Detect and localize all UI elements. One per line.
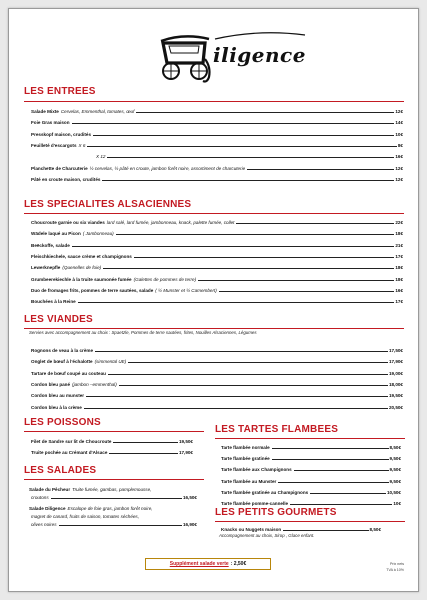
- brand-name: iligence: [213, 43, 306, 67]
- item-price: 16,90€: [182, 522, 197, 527]
- item-price: 10,50€: [386, 489, 401, 495]
- menu-item-row: [31, 120, 403, 126]
- dotted-leader: [59, 523, 182, 526]
- menu-item-row: [31, 166, 403, 172]
- dotted-leader: [86, 394, 388, 397]
- viandes-note: Servies avec accompagnement au choix : Spaetzle, Pommes de terre sautées, frites, Nouilles Alsaciennes, Légumes: [29, 330, 257, 335]
- menu-item-row: [31, 132, 403, 138]
- dotted-leader: [294, 468, 389, 471]
- item-name: Rognons de veau à la crème: [31, 348, 94, 353]
- item-description: lard salé, lard fumée, jambonneau, knack, palette fumée, collet: [106, 220, 235, 225]
- footer-tva: TVA à 10%: [386, 568, 404, 572]
- supplement-value: : 2,50€: [230, 561, 247, 567]
- item-description: ½ cervelas, ½ pâté en croute, jambon forêt noire, assortiment de charcuterie: [89, 165, 246, 171]
- dotted-leader: [102, 178, 394, 181]
- item-name: Fleischkiechele, sauce crème et champignons: [31, 253, 132, 259]
- item-name: Wädele laqué au Picon: [31, 231, 81, 237]
- section-rule: [215, 438, 405, 439]
- footer-prix: Prix nets: [390, 562, 404, 566]
- menu-item-row: [31, 288, 403, 294]
- item-price: 17,50€: [388, 348, 403, 353]
- item-price: 10€: [395, 131, 403, 137]
- menu-item-row: [31, 405, 403, 411]
- item-name: Bouchées à la Reine: [31, 299, 76, 305]
- menu-item-row: [31, 231, 403, 237]
- section-title-viandes: LES VIANDES: [24, 314, 93, 325]
- item-price: 16€: [395, 287, 403, 293]
- dotted-leader: [278, 480, 388, 483]
- item-name: Lewerknepfle: [31, 265, 61, 271]
- item-name: Salade Diligence: [29, 506, 66, 511]
- dotted-leader: [51, 496, 182, 499]
- menu-item-row-cont: [29, 522, 197, 528]
- dotted-leader: [72, 244, 395, 247]
- item-price: 8€: [397, 142, 403, 148]
- dotted-leader: [283, 528, 368, 531]
- item-name: Beëckoffe, salade: [31, 242, 70, 248]
- item-name: Tarte flambée aux Champignons: [221, 467, 292, 473]
- section-rule: [24, 101, 404, 102]
- item-price: 14€: [395, 120, 403, 126]
- section-title-entrees: LES ENTREES: [24, 86, 96, 97]
- dotted-leader: [93, 133, 394, 136]
- item-description: (jambon –emmenthal): [72, 381, 117, 387]
- item-price: 12€: [395, 109, 403, 114]
- dotted-leader: [236, 221, 394, 224]
- supplement-box: [145, 558, 271, 570]
- dotted-leader: [103, 266, 394, 269]
- item-description: Truite fumée, gambas, pamplemousse,: [72, 487, 152, 492]
- section-rule: [24, 479, 204, 480]
- menu-item-row: [31, 439, 193, 445]
- dotted-leader: [136, 110, 394, 113]
- dotted-leader: [134, 255, 394, 258]
- menu-item-row: [31, 254, 403, 260]
- item-price: 9,50€: [389, 478, 401, 484]
- item-name: Tarte flambée gratinée au Champignons: [221, 489, 309, 495]
- item-name: Cordon bleu pané: [31, 381, 71, 387]
- menu-item-row: [221, 467, 401, 473]
- dotted-leader: [78, 300, 395, 303]
- section-title-flambees: LES TARTES FLAMBEES: [215, 424, 339, 435]
- item-price: 19,50€: [388, 393, 403, 399]
- item-price: 19,50€: [178, 439, 193, 444]
- item-price: 22€: [395, 220, 403, 225]
- item-price: 12€: [395, 176, 403, 182]
- item-description: Escalope de foie gras, jambon forêt noire,: [67, 506, 153, 511]
- item-description: Cervelas, Emmenthal, tomates, œuf: [60, 109, 135, 114]
- item-name: Salade Mixte: [31, 109, 59, 114]
- item-name: Tarte flambée pomme-cannelle: [221, 501, 289, 506]
- item-description: magret de canard, fruits de saison, tomates séchées,: [31, 514, 140, 519]
- item-name: Duo de fromages frits, pommes de terre sautées, salade: [31, 287, 154, 293]
- menu-item-row: [31, 265, 403, 271]
- item-name: Onglet de bœuf à l'échalotte: [31, 359, 93, 365]
- item-description: (Quenelles de foie): [62, 265, 102, 271]
- dotted-leader: [95, 349, 388, 352]
- item-price: 18€: [395, 231, 403, 237]
- dotted-leader: [109, 451, 178, 454]
- dotted-leader: [128, 360, 388, 363]
- item-price: 18€: [395, 276, 403, 282]
- item-description: X 6: [78, 142, 86, 148]
- item-description: ( Jambonneau): [82, 231, 114, 237]
- item-name: Tarte flambée gratinée: [221, 456, 270, 462]
- item-price: 10€: [393, 501, 401, 506]
- menu-item-row: [221, 479, 401, 485]
- item-price: 17€: [395, 299, 403, 305]
- menu-item-row: [31, 243, 403, 249]
- item-price: 18€: [395, 265, 403, 271]
- gourmets-note: Accompagnement au choix, Sirop , Glace enfant.: [219, 533, 315, 538]
- item-name: Filet de Sandre sur lit de Choucroute: [31, 439, 112, 444]
- menu-item-row: [221, 490, 401, 496]
- section-title-salades: LES SALADES: [24, 465, 97, 476]
- dotted-leader: [272, 457, 389, 460]
- item-name: Cordon bleu au munster: [31, 393, 85, 399]
- item-name: Knacks ou Nuggets maison: [221, 527, 282, 532]
- menu-item-row: [31, 359, 403, 365]
- item-name: Cordon bleu à la crème: [31, 404, 82, 410]
- menu-item-row: [31, 348, 403, 354]
- item-price: 17€: [395, 253, 403, 259]
- item-name: Choucroute garnie ou six viandes: [31, 220, 105, 225]
- item-name: Tartare de bœuf coupé au couteau: [31, 370, 106, 376]
- item-description: ( ½ Munster et ½ Camembert): [155, 287, 217, 293]
- section-rule: [24, 431, 204, 432]
- menu-item-row: [31, 371, 403, 377]
- item-price: 9,50€: [389, 467, 401, 473]
- menu-item-row: [221, 445, 401, 451]
- item-price: 16,50€: [182, 495, 197, 500]
- item-price: 17,90€: [388, 359, 403, 365]
- dotted-leader: [198, 278, 394, 281]
- menu-item-row: [29, 506, 197, 512]
- item-description: X 12: [96, 154, 106, 160]
- item-price: 19,00€: [388, 370, 403, 376]
- item-price: 9,50€: [389, 456, 401, 462]
- menu-item-row-cont: [29, 495, 197, 501]
- item-price: 8,50€: [389, 445, 401, 450]
- menu-page: [8, 8, 419, 592]
- item-description: olives noires: [31, 522, 57, 527]
- section-rule: [24, 213, 404, 214]
- menu-item-row: [31, 277, 403, 283]
- item-price: 12€: [395, 165, 403, 171]
- item-description: (Galettes de pommes de terre): [133, 276, 197, 282]
- menu-item-row-cont: [29, 514, 197, 520]
- dotted-leader: [107, 155, 394, 158]
- dotted-leader: [113, 440, 178, 443]
- dotted-leader: [272, 446, 389, 449]
- dotted-leader: [290, 502, 392, 505]
- item-price: 16€: [395, 154, 403, 160]
- section-title-gourmets: LES PETITS GOURMETS: [215, 507, 337, 518]
- supplement-label: Supplément salade verte: [169, 561, 229, 567]
- section-title-alsaciennes: LES SPECIALITES ALSACIENNES: [24, 199, 192, 210]
- item-name: Tarte flambée au Munster: [221, 478, 277, 484]
- item-description: (simmental UE): [94, 359, 127, 365]
- menu-item-row: [31, 109, 403, 115]
- item-price: 21€: [395, 242, 403, 248]
- dotted-leader: [87, 144, 396, 147]
- menu-item-row: [31, 154, 403, 160]
- menu-item-row: [29, 487, 197, 493]
- dotted-leader: [247, 167, 394, 170]
- item-price: 18,00€: [388, 381, 403, 387]
- diligence-logo: [159, 29, 309, 87]
- dotted-leader: [219, 289, 395, 292]
- dotted-leader: [116, 232, 395, 235]
- item-price: 20,50€: [388, 404, 403, 410]
- dotted-leader: [108, 372, 388, 375]
- item-name: Grumbeerekiechle à la truite saumonée fumée: [31, 276, 132, 282]
- section-title-poissons: LES POISSONS: [24, 417, 101, 428]
- section-rule: [24, 328, 404, 329]
- menu-item-row: [31, 393, 403, 399]
- item-name: Feuilleté d'escargots: [31, 142, 77, 148]
- menu-item-row: [31, 143, 403, 149]
- item-name: Pâté en croute maison, crudités: [31, 176, 101, 182]
- menu-item-row: [31, 177, 403, 183]
- section-rule: [215, 521, 405, 522]
- menu-item-row: [31, 450, 193, 456]
- item-name: Planchette de Charcuterie: [31, 165, 88, 171]
- menu-item-row: [31, 220, 403, 226]
- dotted-leader: [84, 406, 388, 409]
- dotted-leader: [72, 121, 395, 124]
- item-price: 8,50€: [369, 527, 381, 532]
- menu-item-row: [221, 456, 401, 462]
- item-description: croutons: [31, 495, 49, 500]
- item-name: Foie Gras maison: [31, 120, 70, 126]
- menu-item-row: [31, 382, 403, 388]
- item-name: Salade du Pêcheur: [29, 487, 71, 492]
- item-price: 17,90€: [178, 450, 193, 455]
- dotted-leader: [119, 383, 388, 386]
- item-name: Presskopf maison, crudités: [31, 131, 91, 137]
- dotted-leader: [310, 491, 386, 494]
- item-name: Tarte flambée normale: [221, 445, 270, 450]
- item-name: Truite pochée au Crémant d'Alsace: [31, 450, 108, 455]
- menu-item-row: [31, 299, 403, 305]
